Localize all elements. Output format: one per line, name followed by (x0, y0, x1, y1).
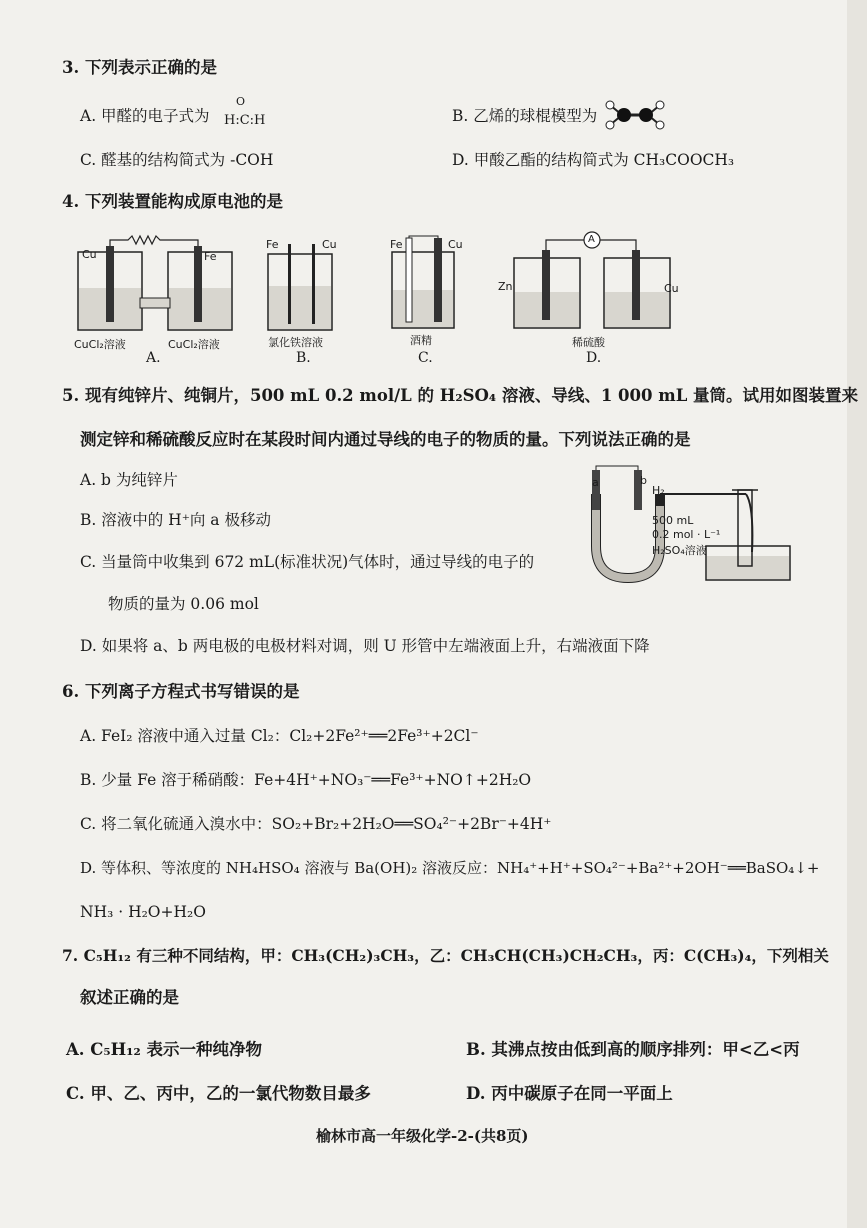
q4-a-right-solution: CuCl₂溶液 (168, 338, 220, 351)
q4-stem: 4. 下列装置能构成原电池的是 (62, 192, 283, 211)
q4-figure-c (390, 238, 460, 332)
q4-c-solution: 酒精 (410, 334, 432, 347)
q4-d-left-electrode: Zn (498, 280, 513, 293)
q4-d-letter: D. (586, 350, 602, 366)
q6-option-d-line2: NH₃ · H₂O+H₂O (80, 903, 206, 921)
q5-option-d: D. 如果将 a、b 两电极的电极材料对调，则 U 形管中左端液面上升，右端液面下降 (80, 637, 650, 655)
q7-stem-line2: 叙述正确的是 (80, 988, 179, 1007)
q4-b-solution: 氯化铁溶液 (268, 336, 323, 349)
q5-volume-label: 500 mL (652, 514, 694, 527)
q5-option-b: B. 溶液中的 H⁺向 a 极移动 (80, 511, 271, 529)
q7-option-d: D. 丙中碳原子在同一平面上 (466, 1084, 673, 1103)
q4-c-left-electrode: Fe (390, 238, 403, 251)
q3-formula-bottom: H:C:H (224, 113, 266, 128)
q4-b-left-electrode: Fe (266, 238, 279, 251)
q5-option-c-line2: 物质的量为 0.06 mol (108, 595, 259, 613)
q3-option-a: A. 甲醛的电子式为 (80, 107, 210, 125)
q4-b-letter: B. (296, 350, 311, 366)
q5-gas-label: H₂ (652, 484, 665, 497)
ethylene-ball-stick-model (604, 100, 668, 130)
q4-d-ammeter: A (588, 234, 595, 245)
q4-a-left-electrode: Cu (82, 248, 97, 261)
q3-option-d: D. 甲酸乙酯的结构简式为 CH₃COOCH₃ (452, 151, 735, 169)
q5-electrode-b: b (640, 474, 647, 487)
q5-u-tube-apparatus (586, 466, 816, 586)
q5-stem-line1: 5. 现有纯锌片、纯铜片，500 mL 0.2 mol/L 的 H₂SO₄ 溶液、导线、1 000 mL 量筒。试用如图装置来 (62, 386, 859, 405)
q7-option-a: A. C₅H₁₂ 表示一种纯净物 (66, 1040, 262, 1059)
q4-b-right-electrode: Cu (322, 238, 337, 251)
q7-option-b: B. 其沸点按由低到高的顺序排列：甲<乙<丙 (466, 1040, 800, 1059)
q4-figure-b (266, 240, 336, 332)
q4-c-letter: C. (418, 350, 433, 366)
q5-solution-label: H₂SO₄溶液 (652, 544, 707, 557)
q3-option-b: B. 乙烯的球棍模型为 (452, 107, 598, 125)
q5-concentration-label: 0.2 mol · L⁻¹ (652, 528, 721, 541)
q4-a-right-electrode: Fe (204, 250, 217, 263)
q5-option-a: A. b 为纯锌片 (80, 471, 178, 489)
q4-a-letter: A. (146, 350, 161, 366)
q3-stem: 3. 下列表示正确的是 (62, 58, 217, 77)
q4-d-solution: 稀硫酸 (572, 336, 605, 349)
q6-option-c: C. 将二氧化硫通入溴水中：SO₂+Br₂+2H₂O══SO₄²⁻+2Br⁻+4H⁺ (80, 815, 552, 833)
q5-stem-line2: 测定锌和稀硫酸反应时在某段时间内通过导线的电子的物质的量。下列说法正确的是 (80, 430, 691, 449)
page-edge-shadow (847, 0, 867, 1228)
q3-option-c: C. 醛基的结构简式为 -COH (80, 151, 274, 169)
q5-option-c-line1: C. 当量筒中收集到 672 mL(标准状况)气体时，通过导线的电子的 (80, 553, 535, 571)
q6-option-a: A. FeI₂ 溶液中通入过量 Cl₂：Cl₂+2Fe²⁺══2Fe³⁺+2Cl⁻ (80, 727, 479, 745)
q7-stem-line1: 7. C₅H₁₂ 有三种不同结构，甲：CH₃(CH₂)₃CH₃，乙：CH₃CH(CH₃)CH₂CH₃，丙：C(CH₃)₄，下列相关 (62, 946, 829, 965)
q3-formula-top: O (236, 95, 246, 108)
q6-option-d-line1: D. 等体积、等浓度的 NH₄HSO₄ 溶液与 Ba(OH)₂ 溶液反应：NH₄⁺+H⁺+SO₄²⁻+Ba²⁺+2OH⁻══BaSO₄↓+ (80, 859, 820, 877)
q4-figure-a (76, 240, 246, 332)
page-footer: 榆林市高一年级化学-2-(共8页) (316, 1127, 529, 1145)
q6-stem: 6. 下列离子方程式书写错误的是 (62, 682, 300, 701)
q4-c-right-electrode: Cu (448, 238, 463, 251)
q5-electrode-a: a (592, 476, 599, 489)
q4-a-left-solution: CuCl₂溶液 (74, 338, 126, 351)
q7-option-c: C. 甲、乙、丙中，乙的一氯代物数目最多 (66, 1084, 371, 1103)
q4-d-right-electrode: Cu (664, 282, 679, 295)
q6-option-b: B. 少量 Fe 溶于稀硝酸：Fe+4H⁺+NO₃⁻══Fe³⁺+NO↑+2H₂O (80, 771, 532, 789)
